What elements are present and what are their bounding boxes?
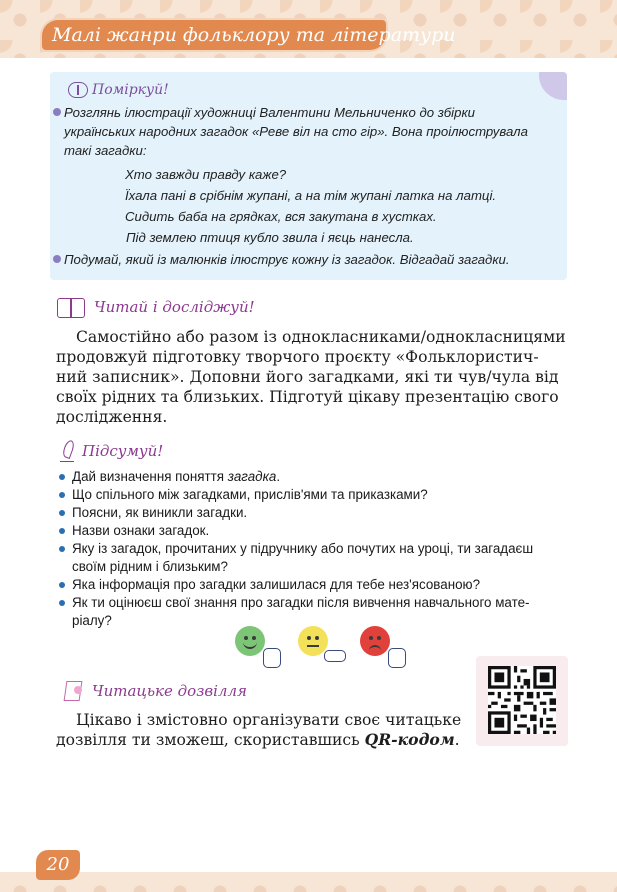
list-item: Дай визначення поняття загадка.	[57, 468, 577, 486]
leisure-section-title: Читацьке дозвілля	[62, 680, 247, 702]
read-section-title: Читай і досліджуй!	[56, 296, 255, 318]
neutral-face	[298, 626, 328, 656]
reading-icon	[62, 680, 84, 702]
riddle: Сидить баба на грядках, вся закутана в хустках.	[125, 209, 437, 224]
page-number: 20	[36, 850, 80, 880]
think-line: українських народних загадок «Реве віл на сто гір». Вона проілюструвала	[64, 124, 528, 139]
thumb-up-hand	[263, 648, 281, 668]
qr-code-icon[interactable]	[488, 666, 556, 734]
think-paragraph	[64, 103, 564, 160]
bullet-icon	[53, 108, 61, 116]
sad-face-thumb-down-icon[interactable]	[360, 626, 408, 668]
riddle: Хто завжди правду каже?	[125, 167, 287, 182]
list-item: Поясни, як виникли загадки.	[57, 504, 577, 522]
summary-section-title: Підсумуй!	[60, 440, 163, 462]
corner-decoration	[539, 72, 567, 100]
qr-code-panel	[476, 656, 568, 746]
list-item: Яку із загадок, прочитаних у підручнику або почутих на уроці, ти загадаєш своїм рідним і близьким?	[57, 540, 577, 576]
smiley-thumb-up-icon[interactable]	[235, 626, 283, 668]
think-task: Подумай, який із малюнків ілюструє кожну із загадок. Відгадай загадки.	[64, 250, 564, 269]
open-book-icon	[56, 296, 86, 318]
list-item: Як ти оцінюєш свої знання про загадки після вивчення навчального мате- ріалу?	[57, 594, 577, 630]
sad-face	[360, 626, 390, 656]
summary-list	[57, 468, 577, 630]
read-section-text: Самостійно або разом із однокласниками/однокласницями продовжуй підготовку творчого проєкту «Фольклористич- ний записник». Доповни його загадками, які ти чув/чула від своїх рідних та близьких. Підготуй цікаву презентацію свого дослідження.	[56, 328, 566, 426]
happy-face	[235, 626, 265, 656]
neutral-face-pointing-icon[interactable]	[298, 626, 346, 668]
pointing-hand	[324, 650, 346, 662]
bullet-icon	[53, 255, 61, 263]
think-box	[50, 72, 567, 280]
think-title	[68, 79, 169, 101]
think-line: Розглянь ілюстрації художниці Валентини Мельниченко до збірки	[64, 105, 476, 120]
riddle: Під землею птиця кубло звила і яєць нанесла.	[126, 230, 414, 245]
riddle: Їхала пані в срібнім жупані, а на тім жупані латка на латці.	[125, 188, 497, 203]
thumb-down-hand	[388, 648, 406, 668]
bottom-ornament	[0, 872, 617, 892]
riddles-list	[125, 164, 496, 248]
list-item: Що спільного між загадками, прислів'ями та приказками?	[57, 486, 577, 504]
think-line: такі загадки:	[64, 143, 147, 158]
list-item: Назви ознаки загадок.	[57, 522, 577, 540]
book-icon	[68, 82, 88, 98]
quill-icon	[60, 440, 74, 462]
chapter-title: Малі жанри фольклору та літератури	[42, 20, 386, 50]
leisure-section-text: Цікаво і змістовно організувати своє читацьке дозвілля ти зможеш, скориставшись QR-кодом.	[56, 711, 462, 749]
think-title-label: Поміркуй!	[92, 82, 169, 98]
list-item: Яка інформація про загадки залишилася для тебе нез'ясованою?	[57, 576, 577, 594]
